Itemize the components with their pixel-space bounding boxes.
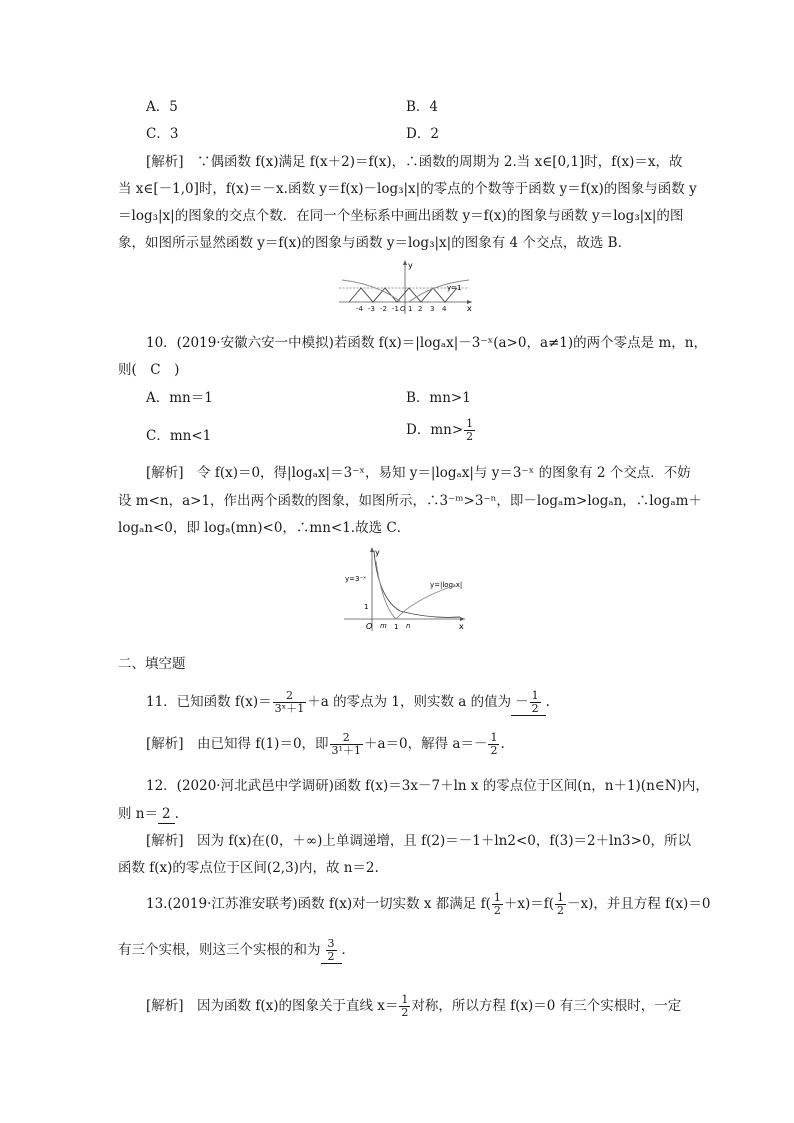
y-equals-1-label: y=1 [447, 284, 462, 292]
tick-label: -4 [356, 305, 363, 313]
q11-stem: 11．已知函数 f(x)＝ $\frac{2}{\text{3ˣ＋1}}$ ＋a 的零点为 1，则实数 a 的值为 － $\frac{1}{2}$ . [146, 689, 550, 715]
tick-label: -2 [380, 305, 387, 313]
y-axis-label: y [408, 261, 413, 270]
q13-explanation: [解析] 因为函数 f(x)的图象关于直线 x＝ $\frac{1}{2}$ 对称，所以方程 f(x)＝0 有三个实根时，一定 [146, 993, 682, 1019]
tick-label: 1 [408, 305, 413, 313]
q10-option-d-fraction: $\frac{1}{2}$ [466, 417, 474, 443]
log-abs-curve [376, 561, 450, 619]
q13-stem-line2: 有三个实根，则这三个实根的和为 $\frac{3}{2}$ ． [118, 937, 355, 963]
tick-label: -3 [368, 305, 375, 313]
q11-explanation: [解析] 由已知得 f(1)＝0，即 $\frac{2}{\text{3¹＋1}}$ ＋a＝0，解得 a＝－ $\frac{1}{2}$ . [146, 731, 505, 757]
y-axis-label: y [375, 548, 380, 557]
q10-figure [340, 543, 470, 633]
tick-label: 2 [418, 305, 423, 313]
q9-option-c: C．3 [146, 126, 179, 142]
q9-option-b: B．4 [406, 99, 439, 115]
origin-label: O [400, 305, 406, 313]
q10-option-d-text: D．mn> [406, 422, 464, 438]
q9-explanation-line4: 象，如图所示显然函数 y＝f(x)的图象与函数 y＝log₃|x|的图象有 4 个交点，故选 B． [118, 235, 632, 251]
q10-option-d [406, 418, 476, 443]
q12-explanation-line1: [解析] 因为 f(x)在(0，＋∞)上单调递增，且 f(2)＝－1＋ln2<0，f(3)＝2＋ln3>0，所以 [146, 833, 692, 849]
q10-explanation-line3: logₐn<0，即 logₐ(mn)<0，∴mn<1.故选 C． [118, 520, 411, 536]
q9-option-d: D．2 [406, 126, 439, 142]
q13-answer: $\frac{3}{2}$ [321, 938, 342, 964]
q12-stem-line1: 12．(2020·河北武邑中学调研)函数 f(x)＝3x－7＋ln x 的零点位于区间(n，n＋1)(n∈N)内， [146, 778, 709, 794]
x-axis-label: x [459, 622, 464, 631]
q11-fraction: $\frac{2}{\text{3ˣ＋1}}$ [274, 689, 305, 715]
q10-stem-line2: 则( C ) [118, 362, 180, 378]
x-axis-label: x [467, 304, 472, 313]
q9-explanation-line3: ＝log₃|x|的图象的交点个数．在同一个坐标系中画出函数 y＝f(x)的图象与函数 y＝log₃|x|的图 [118, 208, 684, 224]
section-title: 二、填空题 [118, 656, 186, 672]
q10-option-b: B．mn>1 [406, 390, 471, 406]
q10-stem-line1: 10．(2019·安徽六安一中模拟)若函数 f(x)＝|logₐx|－3⁻ˣ(a>0，a≠1)的两个零点是 m，n， [146, 335, 707, 351]
one-label: 1 [364, 603, 369, 611]
m-label: m [380, 622, 387, 630]
curve1-label: y=3⁻ˣ [345, 575, 367, 583]
tick-label: 3 [430, 305, 435, 313]
q12-stem-line2: 则 n＝ 2 . [118, 806, 179, 822]
q10-explanation-line2: 设 m<n，a>1，作出两个函数的图象，如图所示，∴3⁻ᵐ>3⁻ⁿ，即－logₐm>logₐn，∴logₐm＋ [118, 493, 702, 509]
tick-label: 4 [442, 305, 447, 313]
one-x-label: 1 [394, 623, 399, 631]
q10-explanation-line1: [解析] 令 f(x)＝0，得|logₐx|＝3⁻ˣ，易知 y＝|logₐx|与 y＝3⁻ˣ 的图象有 2 个交点．不妨 [146, 465, 691, 481]
q10-option-a: A．mn＝1 [146, 390, 213, 406]
q12-explanation-line2: 函数 f(x)的零点位于区间(2,3)内，故 n＝2. [118, 860, 379, 876]
q12-answer: 2 [158, 805, 175, 824]
q9-explanation-line2: 当 x∈[－1,0]时，f(x)＝－x.函数 y＝f(x)－log₃|x|的零点的个数等于函数 y＝f(x)的图象与函数 y [118, 181, 697, 197]
n-label: n [406, 622, 411, 630]
q9-option-a: A．5 [146, 99, 178, 115]
q10-option-c: C．mn<1 [146, 428, 212, 444]
tick-label: -1 [392, 305, 399, 313]
q9-explanation-line1: [解析] ∵偶函数 f(x)满足 f(x＋2)＝f(x)，∴函数的周期为 2.当 x∈[0,1]时，f(x)＝x，故 [146, 154, 683, 170]
origin-label: O [366, 622, 373, 631]
q13-stem-line1: 13.(2019·江苏淮安联考)函数 f(x)对一切实数 x 都满足 f( $\frac{1}{2}$ ＋x)＝f( $\frac{1}{2}$ －x)，并且方程 f(x)＝0 [146, 891, 711, 917]
periodic-zigzag [349, 288, 457, 302]
curve2-label: y=|logₐx| [430, 581, 463, 589]
q11-answer: － $\frac{1}{2}$ [511, 690, 546, 716]
q9-figure [337, 258, 477, 316]
